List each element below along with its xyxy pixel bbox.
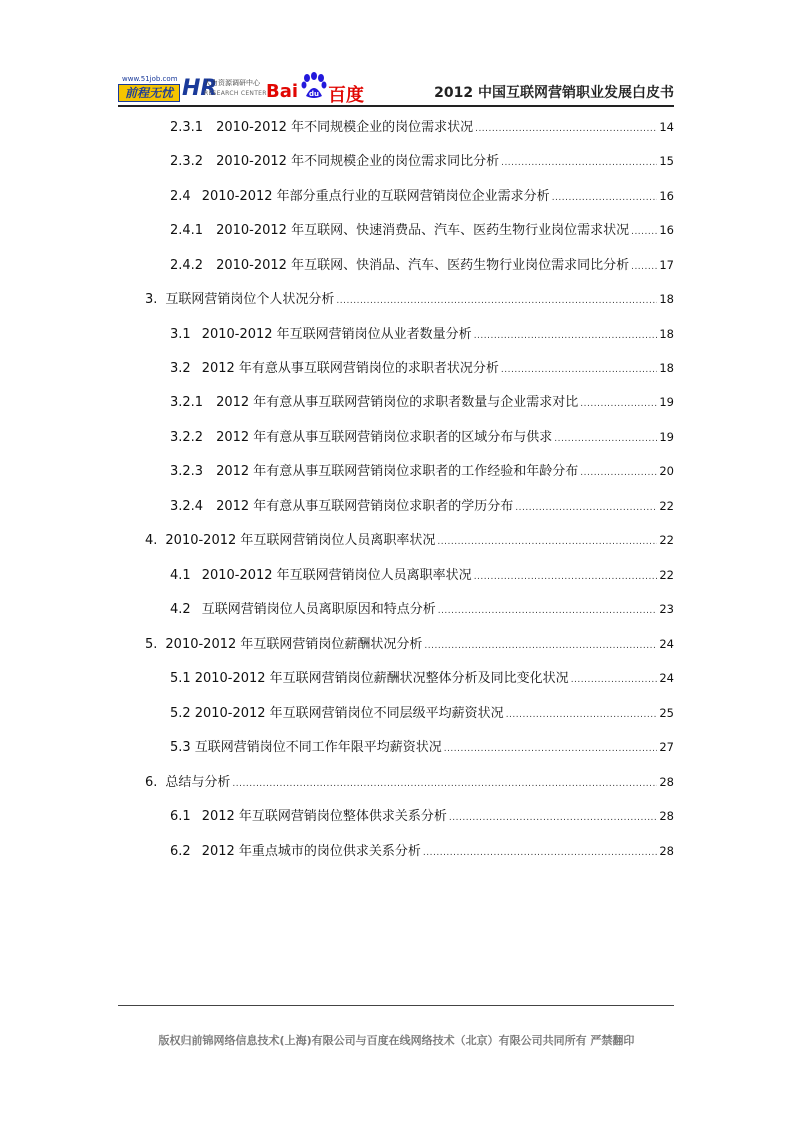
baidu-paw-icon bbox=[301, 72, 327, 100]
toc-dot-leader bbox=[232, 775, 657, 793]
toc-entry-title: 2010-2012 年互联网营销岗位人员离职率状况 bbox=[165, 533, 436, 548]
toc-entry[interactable] bbox=[170, 393, 674, 413]
toc-entry[interactable] bbox=[145, 290, 674, 310]
toc-entry-number: 4.1 bbox=[170, 568, 191, 583]
toc-entry-title: 2010-2012 年互联网营销岗位从业者数量分析 bbox=[201, 327, 472, 342]
toc-entry-title: 2010-2012 年不同规模企业的岗位需求同比分析 bbox=[216, 154, 500, 169]
toc-entry-page: 16 bbox=[659, 189, 674, 203]
hr-research-logo bbox=[182, 76, 272, 102]
hr-center-en: RESEARCH CENTER bbox=[204, 90, 267, 97]
toc-entry-number: 3.1 bbox=[170, 327, 191, 342]
toc-entry-page: 19 bbox=[659, 430, 674, 444]
toc-entry-title: 2010-2012 年互联网、快消品、汽车、医药生物行业岗位需求同比分析 bbox=[216, 258, 630, 273]
toc-entry-number: 5. bbox=[145, 637, 158, 652]
toc-entry-title: 2012 年重点城市的岗位供求关系分析 bbox=[201, 844, 421, 859]
toc-entry-page: 23 bbox=[659, 602, 674, 616]
toc-entry-page: 14 bbox=[659, 120, 674, 134]
toc-dot-leader bbox=[571, 671, 658, 689]
toc-entry[interactable] bbox=[170, 807, 674, 827]
toc-entry-page: 15 bbox=[659, 154, 674, 168]
toc-entry-page: 18 bbox=[659, 361, 674, 375]
page-header bbox=[118, 70, 674, 106]
toc-dot-leader bbox=[449, 809, 657, 827]
toc-entry[interactable] bbox=[170, 669, 674, 689]
toc-entry-number: 3.2 bbox=[170, 361, 191, 376]
baidu-logo-du: 百度 bbox=[328, 85, 364, 106]
toc-entry-title: 2012 年有意从事互联网营销岗位求职者的区域分布与供求 bbox=[216, 430, 553, 445]
toc-dot-leader bbox=[515, 499, 657, 517]
document-title: 2012 中国互联网营销职业发展白皮书 bbox=[434, 85, 674, 101]
baidu-logo-bai: Bai bbox=[266, 81, 299, 102]
toc-dot-leader bbox=[474, 568, 658, 586]
toc-dot-leader bbox=[444, 740, 658, 758]
toc-entry-number: 3. bbox=[145, 292, 158, 307]
toc-dot-leader bbox=[474, 327, 658, 345]
toc-entry-page: 28 bbox=[659, 775, 674, 789]
toc-dot-leader bbox=[501, 154, 657, 172]
toc-entry-number: 3.2.3 bbox=[170, 464, 204, 479]
toc-entry[interactable] bbox=[170, 462, 674, 482]
toc-entry-number: 5.3 bbox=[170, 740, 191, 755]
toc-entry[interactable] bbox=[170, 325, 674, 345]
toc-dot-leader bbox=[631, 258, 657, 276]
toc-entry-title: 2010-2012 年互联网、快速消费品、汽车、医药生物行业岗位需求状况 bbox=[216, 223, 630, 238]
toc-dot-leader bbox=[475, 120, 657, 138]
toc-entry-page: 22 bbox=[659, 533, 674, 547]
toc-entry-number: 5.2 bbox=[170, 706, 191, 721]
toc-entry-page: 17 bbox=[659, 258, 674, 272]
copyright-notice: 版权归前锦网络信息技术(上海)有限公司与百度在线网络技术（北京）有限公司共同所有 严禁翻印 bbox=[158, 1034, 635, 1047]
footer-divider bbox=[118, 1005, 674, 1006]
toc-entry[interactable] bbox=[170, 738, 674, 758]
toc-entry-title: 2012 年有意从事互联网营销岗位求职者的工作经验和年龄分布 bbox=[216, 464, 579, 479]
toc-entry-title: 互联网营销岗位个人状况分析 bbox=[165, 292, 335, 307]
toc-entry[interactable] bbox=[170, 152, 674, 172]
toc-entry[interactable] bbox=[170, 497, 674, 517]
hr-mark: HR bbox=[182, 76, 218, 101]
toc-entry[interactable] bbox=[170, 221, 674, 241]
toc-entry-title: 2012 年有意从事互联网营销岗位的求职者数量与企业需求对比 bbox=[216, 395, 579, 410]
toc-dot-leader bbox=[506, 706, 658, 724]
toc-entry-number: 3.2.2 bbox=[170, 430, 204, 445]
toc-entry-title: 互联网营销岗位不同工作年限平均薪资状况 bbox=[194, 740, 442, 755]
toc-entry[interactable] bbox=[170, 566, 674, 586]
toc-entry-page: 27 bbox=[659, 740, 674, 754]
toc-entry-number: 5.1 bbox=[170, 671, 191, 686]
toc-entry[interactable] bbox=[170, 704, 674, 724]
toc-entry-page: 25 bbox=[659, 706, 674, 720]
toc-entry-title: 总结与分析 bbox=[165, 775, 231, 790]
toc-entry-number: 2.3.1 bbox=[170, 120, 204, 135]
toc-entry[interactable] bbox=[170, 842, 674, 862]
toc-dot-leader bbox=[424, 637, 657, 655]
toc-entry-number: 2.4.1 bbox=[170, 223, 204, 238]
toc-dot-leader bbox=[336, 292, 657, 310]
toc-entry-title: 2010-2012 年互联网营销岗位人员离职率状况 bbox=[201, 568, 472, 583]
toc-entry-number: 4.2 bbox=[170, 602, 191, 617]
toc-entry-title: 2012 年有意从事互联网营销岗位的求职者状况分析 bbox=[201, 361, 499, 376]
toc-dot-leader bbox=[423, 844, 657, 862]
toc-entry-page: 24 bbox=[659, 637, 674, 651]
toc-entry-page: 16 bbox=[659, 223, 674, 237]
toc-dot-leader bbox=[501, 361, 657, 379]
toc-entry-page: 24 bbox=[659, 671, 674, 685]
toc-entry-title: 2012 年有意从事互联网营销岗位求职者的学历分布 bbox=[216, 499, 514, 514]
toc-entry-page: 22 bbox=[659, 568, 674, 582]
toc-entry-page: 19 bbox=[659, 395, 674, 409]
toc-entry-page: 20 bbox=[659, 464, 674, 478]
toc-entry-number: 6.2 bbox=[170, 844, 191, 859]
toc-entry[interactable] bbox=[170, 118, 674, 138]
toc-entry-title: 互联网营销岗位人员离职原因和特点分析 bbox=[201, 602, 436, 617]
toc-entry-number: 6. bbox=[145, 775, 158, 790]
toc-dot-leader bbox=[631, 223, 657, 241]
toc-entry[interactable] bbox=[145, 531, 674, 551]
toc-entry[interactable] bbox=[170, 256, 674, 276]
toc-entry-page: 22 bbox=[659, 499, 674, 513]
toc-entry-title: 2010-2012 年部分重点行业的互联网营销岗位企业需求分析 bbox=[201, 189, 550, 204]
toc-dot-leader bbox=[552, 189, 658, 207]
toc-entry-title: 2010-2012 年不同规模企业的岗位需求状况 bbox=[216, 120, 474, 135]
51job-logo-text: 前程无忧 bbox=[118, 84, 180, 102]
toc-entry-number: 2.4.2 bbox=[170, 258, 204, 273]
header-divider bbox=[118, 105, 674, 107]
toc-dot-leader bbox=[437, 533, 657, 551]
toc-entry[interactable] bbox=[170, 600, 674, 620]
toc-entry-number: 2.4 bbox=[170, 189, 191, 204]
toc-entry-page: 18 bbox=[659, 327, 674, 341]
toc-dot-leader bbox=[554, 430, 657, 448]
toc-entry-title: 2012 年互联网营销岗位整体供求关系分析 bbox=[201, 809, 447, 824]
toc-entry-title: 2010-2012 年互联网营销岗位不同层级平均薪资状况 bbox=[194, 706, 504, 721]
toc-entry[interactable] bbox=[170, 359, 674, 379]
baidu-logo bbox=[266, 70, 366, 104]
toc-entry[interactable] bbox=[170, 187, 674, 207]
svg-text:du: du bbox=[309, 90, 319, 98]
toc-entry-number: 3.2.1 bbox=[170, 395, 204, 410]
toc-entry-page: 18 bbox=[659, 292, 674, 306]
toc-entry[interactable] bbox=[170, 428, 674, 448]
toc-entry[interactable] bbox=[145, 773, 674, 793]
toc-dot-leader bbox=[438, 602, 658, 620]
toc-dot-leader bbox=[580, 395, 657, 413]
toc-entry-title: 2010-2012 年互联网营销岗位薪酬状况整体分析及同比变化状况 bbox=[194, 671, 569, 686]
toc-entry[interactable] bbox=[145, 635, 674, 655]
toc-entry-number: 3.2.4 bbox=[170, 499, 204, 514]
51job-url: www.51job.com bbox=[122, 75, 178, 83]
toc-entry-title: 2010-2012 年互联网营销岗位薪酬状况分析 bbox=[165, 637, 423, 652]
hr-center-cn: 人力资源调研中心 bbox=[204, 79, 260, 87]
toc-entry-page: 28 bbox=[659, 809, 674, 823]
toc-entry-number: 4. bbox=[145, 533, 158, 548]
toc-entry-number: 6.1 bbox=[170, 809, 191, 824]
toc-entry-page: 28 bbox=[659, 844, 674, 858]
toc-dot-leader bbox=[580, 464, 657, 482]
toc-entry-number: 2.3.2 bbox=[170, 154, 204, 169]
